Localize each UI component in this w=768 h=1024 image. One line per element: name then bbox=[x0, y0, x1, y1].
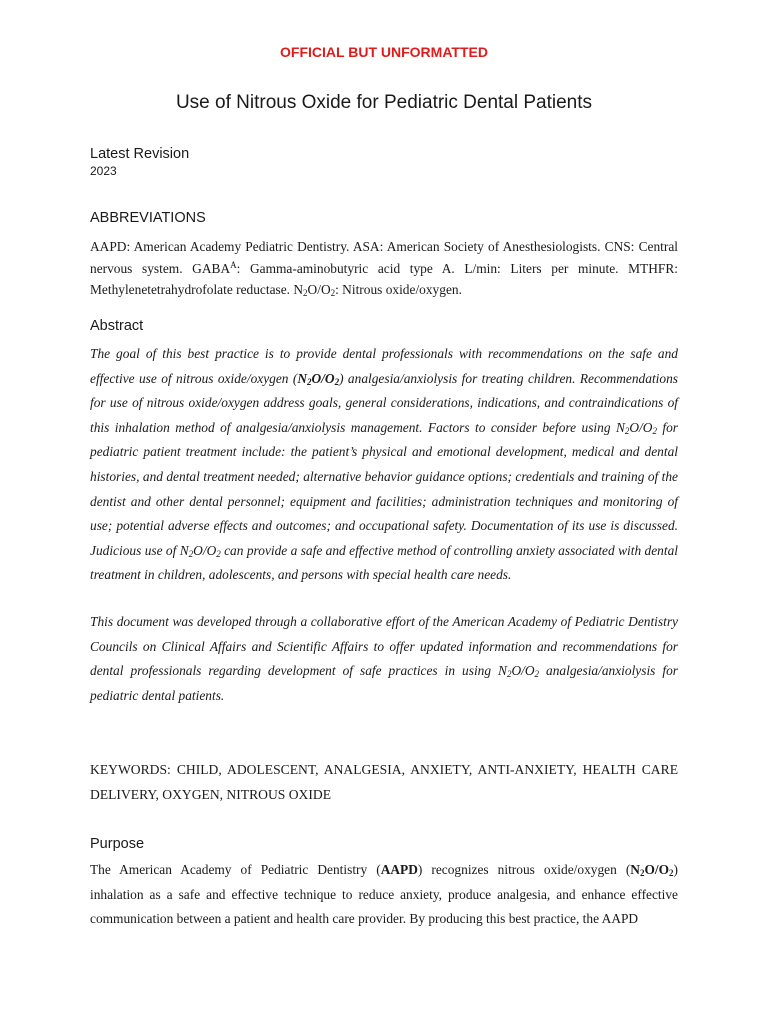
purpose-paragraph: The American Academy of Pediatric Dentistry (AAPD) recognizes nitrous oxide/oxygen $(N_2O/O_2)$ inhalation as a safe and effective technique to reduce anxiety, produce analgesia, and enhance effective communication between a patient and health care provider. By producing this best practice, the AAPD bbox=[90, 862, 678, 927]
abstract-paragraph: The goal of this best practice is to provide dental professionals with recommendations on the safe and effective use of nitrous oxide/oxygen $(N_2O/O_2)$ analgesia/anxiolysis for treating children. Recommendations for use of nitrous oxide/oxygen address goals, general considerations, indications, and contraindications of this inhalation method of analgesia/anxiolysis management. Factors to consider before using $N_2O/O_2$ for pediatric patient treatment include: the patient’s physical and emotional development, medical and dental histories, and dental treatment needed; alternative behavior guidance options; credentials and training of the dentist and other dental personnel; equipment and facilities; administration techniques and monitoring of use; potential adverse effects and outcomes; and occupational safety. Documentation of its use is discussed. Judicious use of $N_2O/O_2$ can provide a safe and effective method of controlling anxiety associated with dental treatment in children, adolescents, and persons with special health care needs. bbox=[90, 346, 678, 583]
abstract-heading: Abstract bbox=[90, 318, 144, 334]
official-banner: OFFICIAL BUT UNFORMATTED bbox=[280, 44, 488, 60]
revision-year: 2023 bbox=[90, 164, 117, 178]
keywords-line: KEYWORDS: CHILD, ADOLESCENT, ANALGESIA, ANXIETY, ANTI-ANXIETY, HEALTH CARE DELIVERY, OXYGEN, NITROUS OXIDE bbox=[90, 762, 678, 802]
abbreviations-text: AAPD: American Academy Pediatric Dentistry. ASA: American Society of Anesthesiologists. CNS: Central nervous system. $GABA^A$: Gamma-aminobutyric acid type A. L/min: Liters per minute. MTHFR: Methylenetetrahydrofolate reductase. $N_2O/O_2$: Nitrous oxide/oxygen. bbox=[90, 239, 678, 298]
document-title: Use of Nitrous Oxide for Pediatric Dental Patients bbox=[175, 92, 593, 113]
development-paragraph: This document was developed through a collaborative effort of the American Academy of Pediatric Dentistry Councils on Clinical Affairs and Scientific Affairs to offer updated information and recommendations for dental professionals regarding development of safe practices in using $N_2O/O_2$ analgesia/anxiolysis for pediatric dental patients. bbox=[90, 614, 679, 703]
revision-label: Latest Revision bbox=[90, 146, 190, 162]
abbreviations-heading: ABBREVIATIONS bbox=[90, 210, 206, 226]
purpose-heading: Purpose bbox=[90, 836, 145, 852]
